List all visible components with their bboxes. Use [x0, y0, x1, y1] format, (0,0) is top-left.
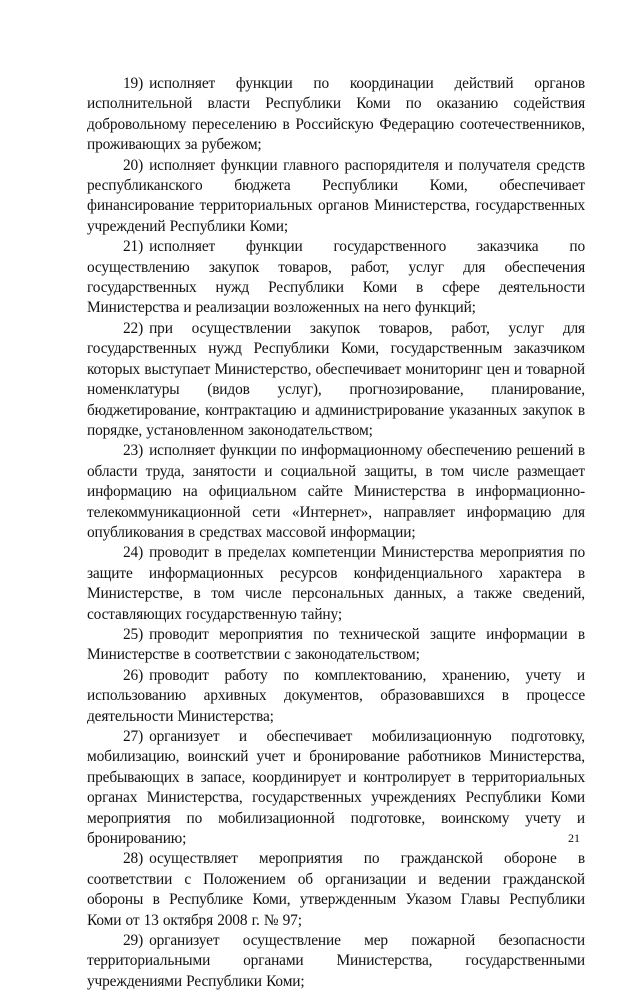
paragraph-text: организует и обеспечивает мобилизационную подготовку, мобилизацию, воинский учет и бронирование работников Министерства, пребывающих в запасе, координирует и контролирует в территориальных органах Министерства, государственных учреждениях Республики Коми мероприятия по мобилизационной подготовке, воинскому учету и бронированию; [87, 728, 585, 848]
paragraph-text: исполняет функции главного распорядителя и получателя средств республиканского бюджета Республики Коми, обеспечивает финансирование территориальных органов Министерства, государственных учреждений Республики Коми; [87, 156, 585, 235]
paragraph-19 [87, 74, 585, 156]
paragraph-number: 20) [123, 156, 144, 174]
paragraph-number: 24) [123, 544, 144, 562]
paragraph-text: исполняет функции по координации действий органов исполнительной власти Республики Коми по оказанию содействия добровольному переселению в Российскую Федерацию соотечественников, проживающих за рубежом; [87, 75, 585, 154]
paragraph-28 [87, 849, 585, 931]
paragraph-21 [87, 237, 585, 319]
paragraph-text: проводит работу по комплектованию, хранению, учету и использованию архивных документов, образовавшихся в процессе деятельности Министерства; [87, 666, 585, 725]
paragraph-24 [87, 543, 585, 625]
paragraph-25 [87, 625, 585, 666]
page-number: 21 [568, 831, 580, 845]
paragraph-number: 21) [123, 238, 144, 256]
paragraph-29 [87, 931, 585, 992]
paragraph-20 [87, 156, 585, 238]
paragraph-number: 19) [123, 75, 144, 92]
paragraph-22 [87, 319, 585, 441]
paragraph-number: 27) [123, 728, 144, 745]
paragraph-26 [87, 666, 585, 727]
paragraph-text: проводит мероприятия по технической защите информации в Министерстве в соответствии с законодательством; [87, 625, 585, 664]
document-body [87, 74, 585, 992]
paragraph-number: 26) [123, 666, 144, 684]
paragraph-number: 22) [123, 319, 144, 337]
paragraph-number: 29) [123, 932, 144, 950]
paragraph-text: осуществляет мероприятия по гражданской обороне в соответствии с Положением об организации и ведении гражданской обороны в Республике Коми, утвержденным Указом Главы Республики Коми от 13 октября 2008 г. № 97; [87, 850, 585, 929]
paragraph-number: 23) [123, 442, 144, 460]
paragraph-23 [87, 441, 585, 543]
paragraph-number: 25) [123, 625, 144, 643]
paragraph-number: 28) [123, 850, 144, 868]
paragraph-text: организует осуществление мер пожарной безопасности территориальными органами Министерства, государственными учреждениями Республики Коми; [87, 932, 585, 990]
paragraph-text: исполняет функции по информационному обеспечению решений в области труда, занятости и социальной защиты, в том числе размещает информацию на официальном сайте Министерства в информационно-телекоммуникационной сети «Интернет», направляет информацию для опубликования в средствах массовой информации; [87, 442, 585, 541]
paragraph-text: при осуществлении закупок товаров, работ, услуг для государственных нужд Республики Коми, государственным заказчиком которых выступает Министерство, обеспечивает мониторинг цен и товарной номенклатуры (видов услуг), прогнозирование, планирование, бюджетирование, контрактацию и администрирование указанных закупок в порядке, установленном законодательством; [87, 319, 585, 439]
paragraph-text: исполняет функции государственного заказчика по осуществлению закупок товаров, работ, услуг для обеспечения государственных нужд Республики Коми в сфере деятельности Министерства и реализации возложенных на него функций; [87, 238, 585, 317]
paragraph-27 [87, 727, 585, 849]
paragraph-text: проводит в пределах компетенции Министерства мероприятия по защите информационных ресурсов конфиденциального характера в Министерстве, в том числе персональных данных, а также сведений, составляющих государственную тайну; [87, 544, 585, 623]
